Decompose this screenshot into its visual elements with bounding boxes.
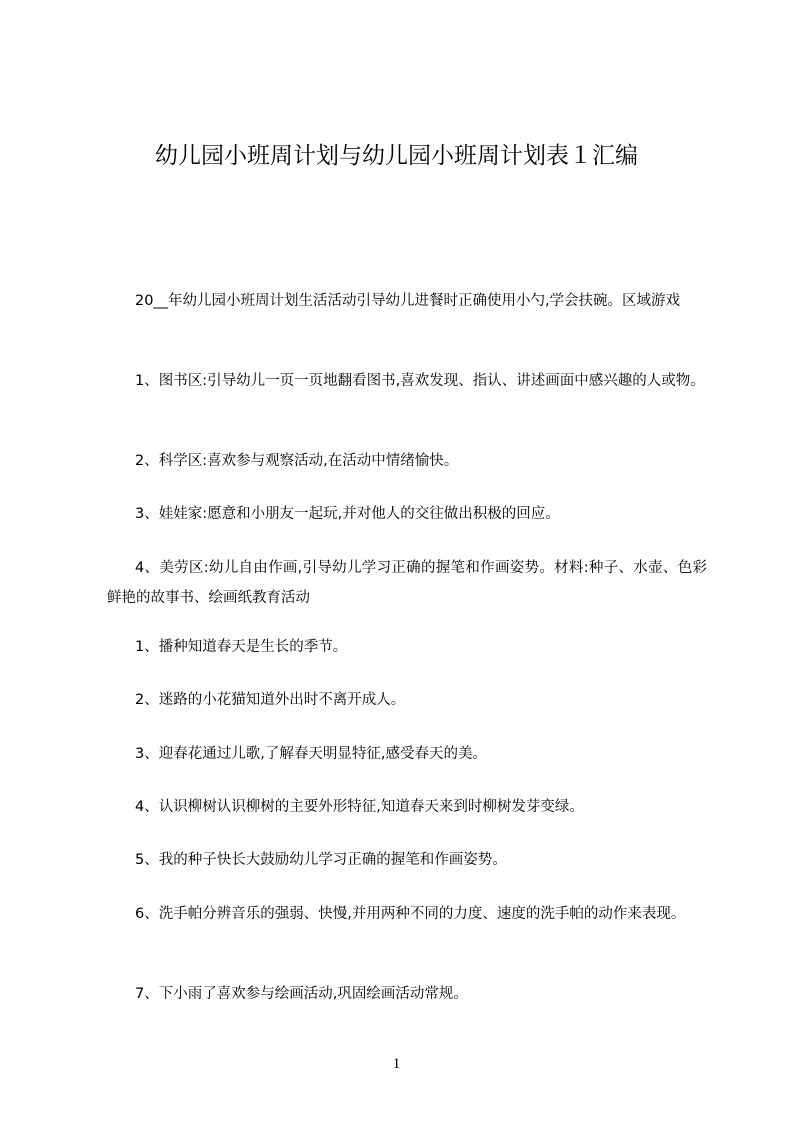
paragraph-activity-2: 2、迷路的小花猫知道外出时不离开成人。 <box>135 692 406 708</box>
paragraph-activity-4: 4、认识柳树认识柳树的主要外形特征,知道春天来到时柳树发芽变绿。 <box>135 799 584 815</box>
paragraph-doll-house: 3、娃娃家:愿意和小朋友一起玩,并对他人的交往做出积极的回应。 <box>135 506 560 522</box>
paragraph-science-area: 2、科学区:喜欢参与观察活动,在活动中情绪愉快。 <box>135 453 459 469</box>
paragraph-intro: 20__年幼儿园小班周计划生活活动引导幼儿进餐时正确使用小勺,学会扶碗。区域游戏 <box>135 293 681 309</box>
paragraph-activity-3: 3、迎春花通过儿歌,了解春天明显特征,感受春天的美。 <box>135 746 487 762</box>
paragraph-activity-6: 6、洗手帕分辨音乐的强弱、快慢,并用两种不同的力度、速度的洗手帕的动作来表现。 <box>135 906 686 922</box>
paragraph-activity-5: 5、我的种子快长大鼓励幼儿学习正确的握笔和作画姿势。 <box>135 852 507 868</box>
paragraph-library-area: 1、图书区:引导幼儿一页一页地翻看图书,喜欢发现、指认、讲述画面中感兴趣的人或物。 <box>135 373 705 389</box>
page-number: 1 <box>392 1056 401 1072</box>
paragraph-activity-1: 1、播种知道春天是生长的季节。 <box>135 639 348 655</box>
page-title: 幼儿园小班周计划与幼儿园小班周计划表１汇编 <box>155 143 638 169</box>
paragraph-activity-7: 7、下小雨了喜欢参与绘画活动,巩固绘画活动常规。 <box>135 986 468 1002</box>
paragraph-art-area: 4、美劳区:幼儿自由作画,引导幼儿学习正确的握笔和作画姿势。材料:种子、水壶、色彩鲜艳的故事书、绘画纸教育活动 <box>107 560 707 606</box>
